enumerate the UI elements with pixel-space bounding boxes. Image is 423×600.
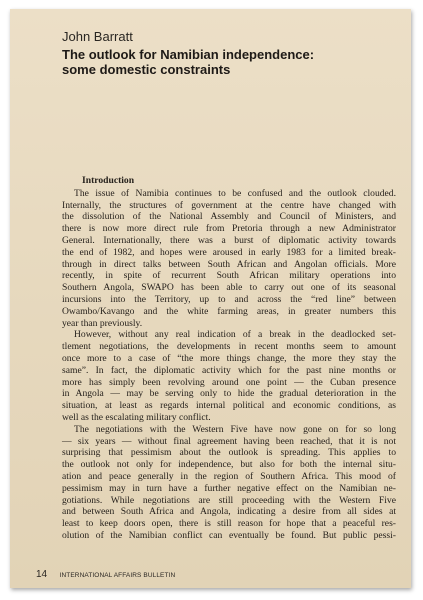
author-name: John Barratt: [62, 29, 133, 44]
body-line: year than previously.: [62, 317, 143, 329]
page-number: 14: [36, 569, 48, 580]
section-heading: Introduction: [82, 175, 135, 186]
body-line: the dissolution of the National Assembly and Council of Ministers, and: [62, 211, 396, 223]
body-line: same”. In fact, the diplomatic activity which for the past nine months or: [62, 364, 396, 376]
body-line: surprising that pessimism about the outlook is spreading. This applies to: [62, 447, 396, 459]
body-line: Internally, the structures of government at the centre have changed with: [62, 199, 396, 211]
body-line: — six years — without final agreement having been reached, that it is not: [62, 435, 396, 447]
body-line: and between South Africa and Angola, indicating a desire from all sides at: [62, 506, 396, 518]
body-line: there is now more direct rule from Pretoria through a new Administrator: [62, 223, 396, 235]
body-line: pessimism may in turn have a further negative effect on the Namibian ne-: [62, 482, 396, 494]
body-line: the end of 1982, and hopes were aroused in early 1983 for a limited break-: [62, 246, 396, 258]
body-line: recently, in spite of recurrent South African military operations into: [62, 270, 396, 282]
body-line: once more to a case of “the more things change, the more they stay the: [62, 352, 396, 364]
title-line: some domestic constraints: [62, 62, 231, 77]
body-line: the outlook not only for independence, but also for both the internal situ-: [62, 459, 396, 471]
body-line: least to keep doors open, there is still reason for hope that a peaceful res-: [62, 518, 396, 530]
body-line: situation, at least as regards internal political and economic conditions, as: [62, 400, 396, 412]
article-body: [62, 175, 396, 542]
body-line: olution of the Namibian conflict can eventually be found. But public pessi-: [62, 529, 396, 541]
page-footer: [36, 564, 175, 582]
article-title: [62, 47, 314, 77]
document-page: [10, 9, 411, 588]
body-line: through in direct talks between South African and Angolan officials. More: [62, 258, 396, 270]
body-line: more has simply been revolving around one point — the Cuban presence: [62, 376, 396, 388]
title-line: The outlook for Namibian independence:: [62, 47, 315, 62]
body-line: Southern Angola, SWAPO has been able to carry out one of its seasonal: [62, 282, 396, 294]
body-line: well as the escalating military conflict.: [62, 411, 211, 423]
body-line: The negotiations with the Western Five have now gone on for so long: [74, 423, 396, 435]
body-line: incursions into the Territory, up to and across the “red line” between: [62, 293, 396, 305]
body-line: General. Internationally, there was a burst of diplomatic activity towards: [62, 234, 396, 246]
journal-name: INTERNATIONAL AFFAIRS BULLETIN: [59, 572, 176, 579]
body-line: The issue of Namibia continues to be confused and the outlook clouded.: [74, 187, 396, 199]
body-line: tlement negotiations, the developments in recent months seem to amount: [62, 341, 396, 353]
body-line: Owambo/Kavango and the white farming areas, in greater numbers this: [62, 305, 396, 317]
body-line: However, without any real indication of a break in the deadlocked set-: [74, 329, 396, 341]
body-line: in Angola — may be serving only to hide the gradual deterioration in the: [62, 388, 396, 400]
body-line: ation and peace generally in the region of Southern Africa. This mood of: [62, 470, 396, 482]
body-line: gotiations. While negotiations are still proceeding with the Western Five: [62, 494, 396, 506]
